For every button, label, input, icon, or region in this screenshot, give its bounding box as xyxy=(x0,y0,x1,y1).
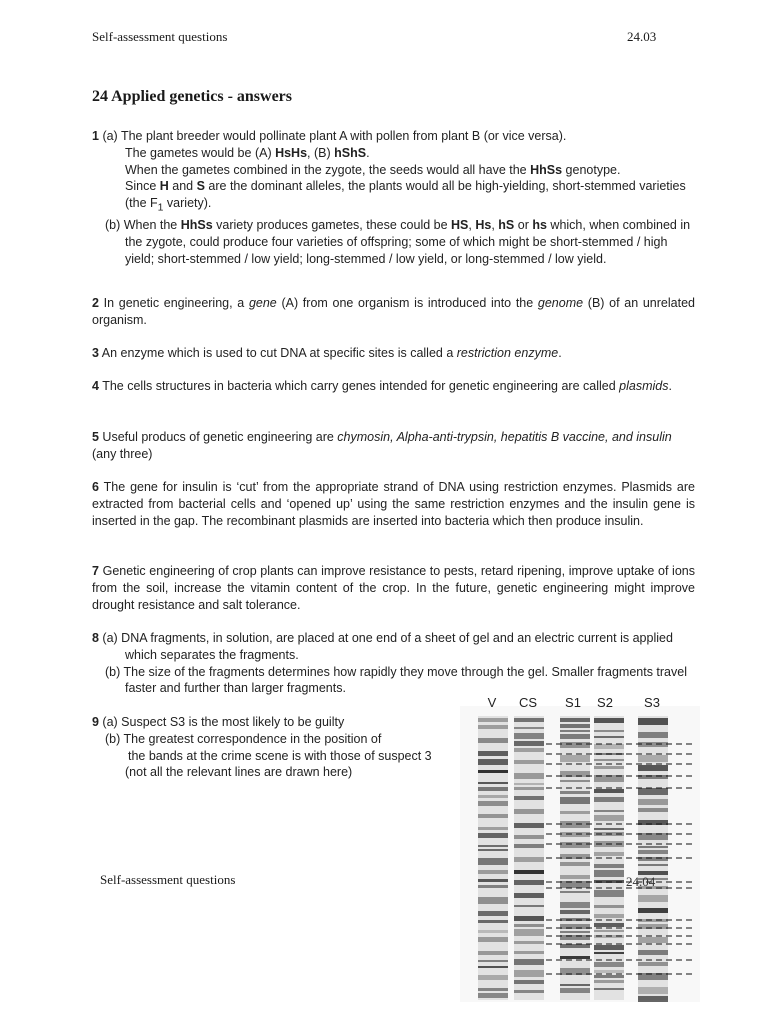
gel-band xyxy=(514,893,544,898)
gel-band xyxy=(638,765,668,771)
lane-label-s1: S1 xyxy=(565,695,581,710)
answer-1a-line1: 1 (a) The plant breeder would pollinate plant A with pollen from plant B (or vice versa). xyxy=(92,129,567,143)
gel-band xyxy=(594,952,624,954)
gel-band xyxy=(560,755,590,762)
gel-band xyxy=(514,809,544,814)
gel-band xyxy=(478,725,508,729)
gel-band xyxy=(514,844,544,848)
gel-band xyxy=(478,718,508,722)
gel-electrophoresis-figure xyxy=(460,692,700,1002)
gel-band xyxy=(560,797,590,804)
gel-band xyxy=(478,787,508,791)
gel-band xyxy=(638,864,668,866)
gel-band xyxy=(638,788,668,795)
gel-lanes xyxy=(478,716,668,1002)
gel-band xyxy=(514,823,544,828)
gel-band xyxy=(514,916,544,921)
lane-label-s2: S2 xyxy=(597,695,613,710)
gel-band xyxy=(638,732,668,738)
gel-band xyxy=(560,718,590,722)
gel-band xyxy=(560,832,590,837)
lane-label-v: V xyxy=(487,695,497,710)
gel-band xyxy=(638,718,668,725)
gel-band xyxy=(478,960,508,962)
gel-band xyxy=(514,748,544,752)
answer-3: 3 An enzyme which is used to cut DNA at specific sites is called a restriction enzyme. xyxy=(92,346,562,360)
gel-band xyxy=(594,730,624,732)
answer-8b: (b) The size of the fragments determines how rapidly they move through the gel. Smaller fragments travel faster and further than larger fragments. xyxy=(105,664,687,696)
gel-band xyxy=(514,959,544,965)
gel-band xyxy=(478,845,508,847)
gel-band xyxy=(638,924,668,929)
gel-band xyxy=(594,766,624,769)
gel-band xyxy=(638,987,668,994)
answer-4: 4 The cells structures in bacteria which carry genes intended for genetic engineering are called plasmids. xyxy=(92,379,672,393)
gel-band xyxy=(514,733,544,739)
answer-1b: (b) When the HhSs variety produces gametes, these could be HS, Hs, hS or hs which, when combined in the zygote, could produce four varieties of offspring; some of which might be short-stemmed / high yield; short-stemmed / low yield; long-stemmed / low yield, or long-stemmed / low yield. xyxy=(105,218,691,267)
gel-band xyxy=(478,879,508,882)
gel-band xyxy=(514,980,544,984)
footer-page-number: 24.04 xyxy=(626,874,656,889)
gel-band xyxy=(638,820,668,825)
gel-band xyxy=(478,751,508,756)
gel-band xyxy=(638,742,668,747)
gel-band xyxy=(594,736,624,738)
gel-band xyxy=(638,937,668,943)
gel-band xyxy=(594,905,624,908)
gel-band xyxy=(514,718,544,722)
gel-band xyxy=(478,988,508,991)
gel-band xyxy=(514,727,544,729)
gel-band xyxy=(478,858,508,865)
gel-band xyxy=(594,810,624,812)
gel-band xyxy=(560,918,590,921)
gel-band xyxy=(560,924,590,929)
gel-band xyxy=(594,828,624,830)
gel-band xyxy=(638,833,668,840)
answer-1a-line3: When the gametes combined in the zygote, the seeds would all have the HhSs genotype. xyxy=(125,162,621,177)
gel-band xyxy=(594,930,624,932)
answer-9 xyxy=(92,714,462,781)
gel-band xyxy=(514,787,544,790)
gel-band xyxy=(594,914,624,918)
gel-band xyxy=(560,862,590,866)
gel-band xyxy=(560,881,590,888)
gel-band xyxy=(514,970,544,977)
answer-8a: 8 (a) DNA fragments, in solution, are placed at one end of a sheet of gel and an electric current is applied which separates the fragments. xyxy=(92,631,673,662)
gel-band xyxy=(594,975,624,978)
gel-band xyxy=(638,919,668,922)
gel-band xyxy=(638,895,668,902)
gel-band xyxy=(478,930,508,933)
gel-band xyxy=(478,993,508,998)
gel-band xyxy=(560,875,590,879)
gel-band xyxy=(478,849,508,851)
answer-5: 5 Useful producs of genetic engineering are chymosin, Alpha-anti-trypsin, hepatitis B vaccine, and insulin (any three) xyxy=(92,430,672,461)
gel-band xyxy=(638,908,668,913)
gel-band xyxy=(514,835,544,839)
gel-band xyxy=(594,970,624,973)
gel-band xyxy=(560,854,590,859)
gel-band xyxy=(560,944,590,948)
gel-band xyxy=(638,973,668,980)
gel-band xyxy=(638,996,668,1002)
answer-1a-line2: The gametes would be (A) HsHs, (B) hShS. xyxy=(125,145,370,160)
gel-band xyxy=(560,811,590,814)
gel-band xyxy=(638,808,668,812)
gel-band xyxy=(560,821,590,828)
gel-band xyxy=(594,945,624,950)
gel-band xyxy=(560,984,590,986)
gel-band xyxy=(560,724,590,728)
gel-band xyxy=(638,846,668,848)
gel-band xyxy=(478,885,508,888)
gel-lane xyxy=(514,716,544,1000)
gel-band xyxy=(478,966,508,968)
gel-band xyxy=(594,962,624,967)
gel-band xyxy=(514,870,544,874)
gel-band xyxy=(560,988,590,993)
gel-band xyxy=(560,931,590,933)
gel-band xyxy=(560,771,590,777)
answer-9b-line3: (not all the relevant lines are drawn here) xyxy=(125,765,353,780)
gel-band xyxy=(560,734,590,739)
gel-band xyxy=(638,775,668,779)
gel-band xyxy=(514,880,544,885)
gel-band xyxy=(478,937,508,942)
gel-band xyxy=(514,783,544,785)
gel-band xyxy=(514,990,544,993)
gel-band xyxy=(560,935,590,940)
gel-band xyxy=(478,770,508,773)
gel-band xyxy=(560,968,590,975)
gel-band xyxy=(594,797,624,802)
answer-9b-line2: the bands at the crime scene is with those of suspect 3 xyxy=(128,748,432,763)
gel-band xyxy=(514,941,544,944)
gel-band xyxy=(560,956,590,959)
answer-8 xyxy=(92,630,695,697)
gel-band xyxy=(594,759,624,761)
gel-band xyxy=(478,782,508,784)
gel-band xyxy=(594,718,624,723)
gel-band xyxy=(478,920,508,923)
answer-1 xyxy=(92,128,695,268)
gel-band xyxy=(478,951,508,955)
gel-band xyxy=(478,897,508,904)
gel-band xyxy=(478,827,508,830)
gel-band xyxy=(514,741,544,746)
gel-band xyxy=(594,815,624,821)
gel-band xyxy=(638,850,668,854)
gel-lane xyxy=(638,716,668,1002)
gel-band xyxy=(594,744,624,749)
gel-band xyxy=(478,975,508,980)
gel-band xyxy=(478,911,508,916)
lane-label-s3: S3 xyxy=(644,695,660,710)
gel-band xyxy=(478,833,508,838)
gel-band xyxy=(560,780,590,782)
gel-band xyxy=(594,890,624,897)
gel-lane xyxy=(560,716,590,1000)
gel-band xyxy=(478,870,508,874)
answer-6: 6 The gene for insulin is ‘cut’ from the appropriate strand of DNA using restriction enzymes. Plasmids are extracted from bacterial cells and ‘opened up’ using the same restriction enzymes and the insulin gene is inserted in the gap. The recombinant plasmids are inserted into bacteria which then produce insulin. xyxy=(92,480,695,528)
gel-band xyxy=(560,742,590,748)
gel-band xyxy=(514,951,544,954)
gel-band xyxy=(514,924,544,927)
gel-band xyxy=(594,980,624,983)
gel-band xyxy=(478,738,508,743)
lane-label-cs: CS xyxy=(518,695,538,710)
gel-band xyxy=(514,929,544,936)
gel-band xyxy=(560,791,590,794)
page-title: 24 Applied genetics - answers xyxy=(92,88,292,105)
gel-band xyxy=(594,789,624,793)
gel-band xyxy=(594,870,624,877)
gel-band xyxy=(514,857,544,862)
gel-band xyxy=(594,988,624,990)
footer-left: Self-assessment questions xyxy=(100,872,236,887)
gel-band xyxy=(594,923,624,927)
gel-band xyxy=(478,801,508,806)
gel-lane xyxy=(478,716,508,1000)
answer-1a-line4: Since H and S are the dominant alleles, the plants would all be high-yielding, short-stemmed varieties (the $F_1$ variety). xyxy=(125,179,686,214)
answer-9b-line1: (b) The greatest correspondence in the position of xyxy=(105,731,382,746)
gel-band xyxy=(514,773,544,779)
gel-band xyxy=(560,902,590,908)
gel-band xyxy=(638,950,668,955)
gel-band xyxy=(478,814,508,818)
gel-band xyxy=(514,905,544,907)
gel-band xyxy=(514,760,544,764)
gel-band xyxy=(478,795,508,798)
gel-band xyxy=(638,857,668,861)
gel-band xyxy=(560,842,590,848)
gel-band xyxy=(560,910,590,914)
answer-7: 7 Genetic engineering of crop plants can improve resistance to pests, retard ripening, improve uptake of ions from the soil, increase the vitamin content of the crop. In the future, genetic engineering might improve drought resistance and salt tolerance. xyxy=(92,564,695,612)
gel-band xyxy=(638,755,668,762)
gel-band xyxy=(594,864,624,868)
gel-band xyxy=(514,796,544,800)
header-page-number: 24.03 xyxy=(627,29,657,44)
gel-band xyxy=(560,891,590,893)
answer-9a: 9 (a) Suspect S3 is the most likely to be guilty xyxy=(92,715,345,729)
gel-band xyxy=(478,759,508,765)
header-left: Self-assessment questions xyxy=(92,29,228,44)
gel-band xyxy=(560,730,590,732)
gel-band xyxy=(638,799,668,805)
answer-2: 2 In genetic engineering, a gene (A) from one organism is introduced into the genome (B) of an unrelated organism. xyxy=(92,296,695,327)
gel-band xyxy=(638,962,668,966)
gel-band xyxy=(594,852,624,856)
